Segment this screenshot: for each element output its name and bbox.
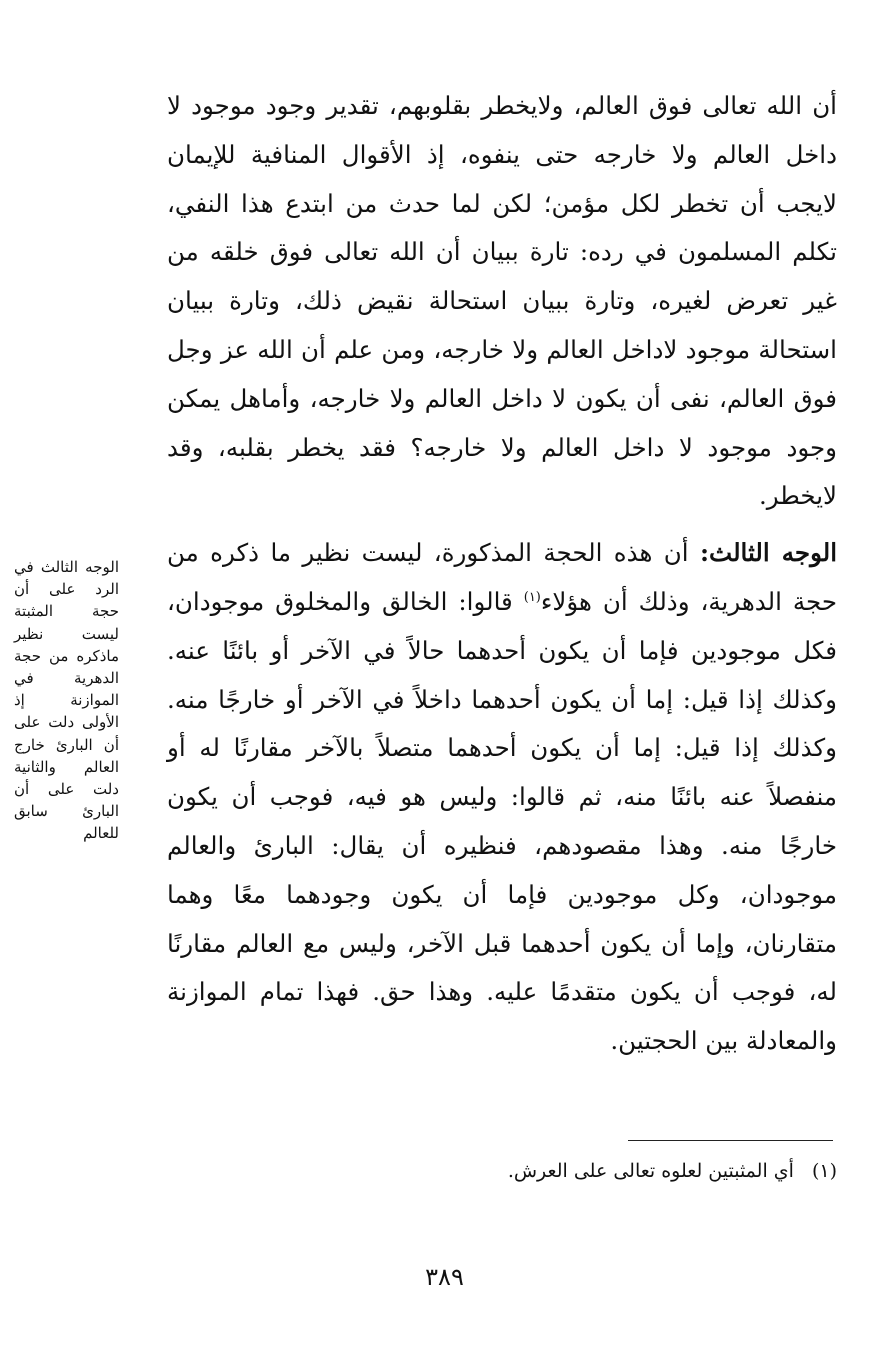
paragraph-2 [167, 529, 837, 1066]
footnote [167, 1156, 837, 1186]
section-heading: الوجه الثالث: [699, 538, 837, 568]
footnote-text: أي المثبتين لعلوه تعالى على العرش. [507, 1160, 794, 1182]
footnote-reference: (١) [523, 589, 541, 605]
main-text [167, 82, 837, 1066]
paragraph-2-part-b: قالوا: الخالق والمخلوق موجودان، فكل موجودين فإما أن يكون أحدهما حالاً في الآخر أو بائنًا عنه. وكذلك إذا قيل: إما أن يكون أحدهما داخلاً في الآخر أو خارجًا منه. وكذلك إذا قيل: إما أن يكون أحدهما متصلاً بالآخر مقارنًا له أو منفصلاً عنه بائنًا منه، ثم قالوا: وليس هو فيه، فوجب أن يكون خارجًا منه. وهذا مقصودهم، فنظيره أن يقال: البارئ والعالم موجودان، وكل موجودين فإما أن يكون وجودهما معًا وهما متقارنان، وإما أن يكون أحدهما قبل الآخر، وليس مع العالم مقارنًا له، فوجب أن يكون متقدمًا عليه. وهذا حق. فهذا تمام الموازنة والمعادلة بين الحجتين. [167, 586, 837, 1056]
page-number: ٣٨٩ [425, 1263, 464, 1291]
paragraph-2-part-a: أن هذه الحجة المذكورة، ليست نظير ما ذكره من حجة الدهرية، وذلك أن هؤلاء [167, 538, 837, 616]
paragraph-1: أن الله تعالى فوق العالم، ولايخطر بقلوبهم، تقدير وجود موجود لا داخل العالم ولا خارجه حتى ينفوه، إذ الأقوال المنافية للإيمان لايجب أن تخطر لكل مؤمن؛ لكن لما حدث من ابتدع هذا النفي، تكلم المسلمون في رده: تارة ببيان أن الله تعالى فوق خلقه من غير تعرض لغيره، وتارة ببيان استحالة نقيض ذلك، وتارة ببيان استحالة موجود لاداخل العالم ولا خارجه، ومن علم أن الله عز وجل فوق العالم، نفى أن يكون لا داخل العالم ولا خارجه، وأماهل يمكن وجود موجود لا داخل العالم ولا خارجه؟ فقد يخطر بقلبه، وقد لايخطر. [167, 91, 837, 511]
footnote-number: (١) [811, 1160, 837, 1182]
margin-note: الوجه الثالث في الرد على أن حجة المثبتة ليست نظير ماذكره من حجة الدهرية في الموازنة إذ الأولى دلت على أن البارئ خارج العالم والثانية دلت على أن البارئ سابق للعالم [14, 558, 119, 843]
footnote-divider [628, 1140, 833, 1141]
